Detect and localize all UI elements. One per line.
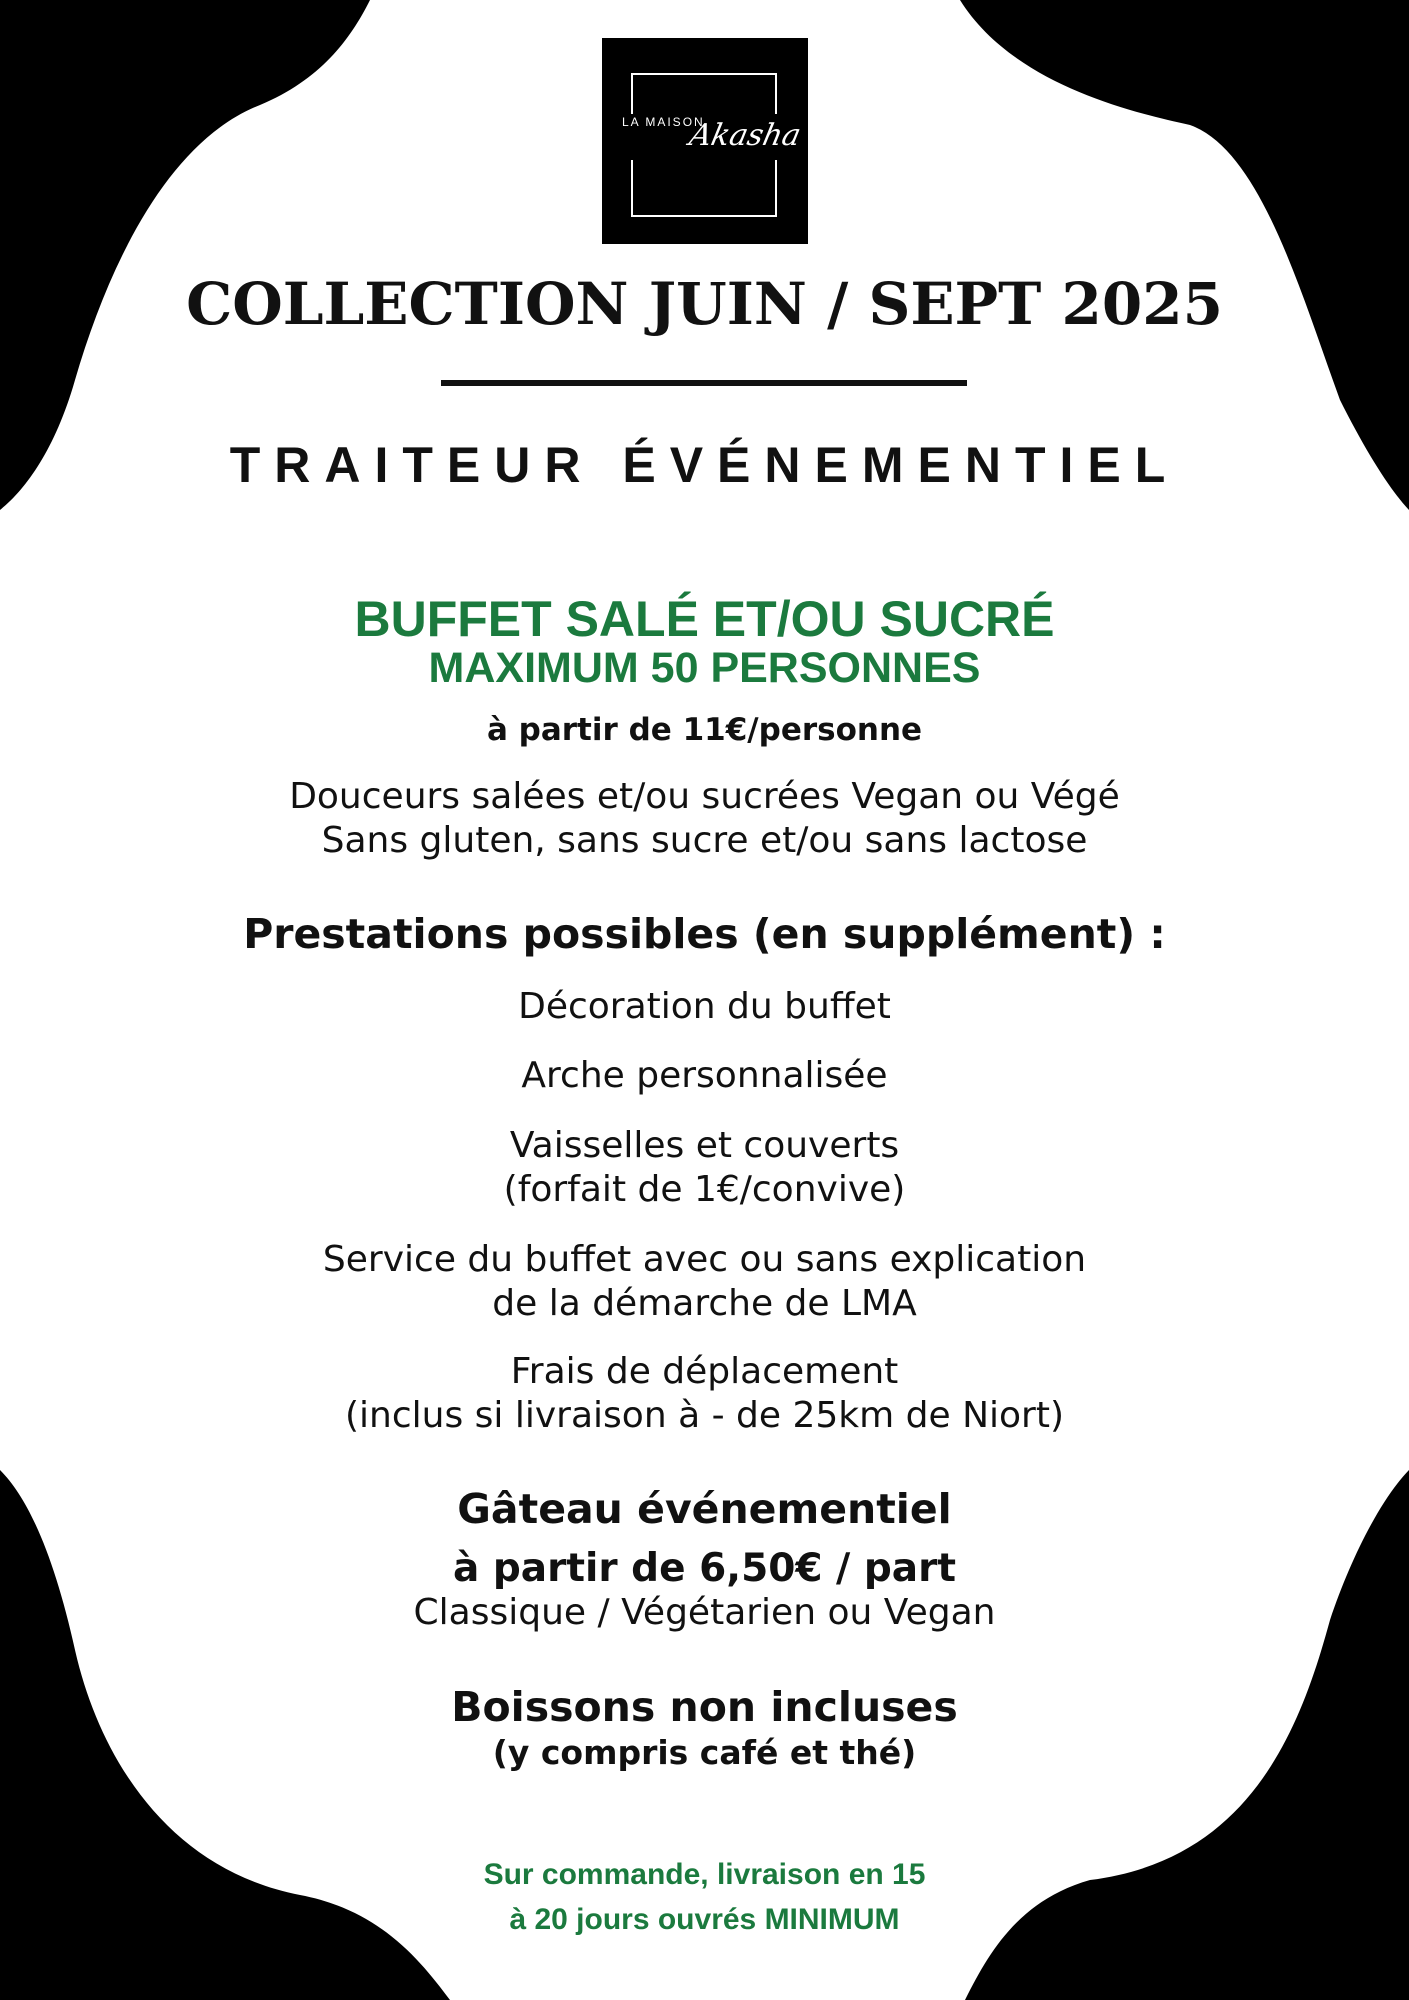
brand-logo <box>602 38 808 244</box>
logo-script-text: Akasha <box>686 118 805 153</box>
boissons-heading: Boissons non incluses <box>451 1683 958 1731</box>
buffet-capacity: MAXIMUM 50 PERSONNES <box>428 644 981 692</box>
prestation-item-note: de la démarche de LMA <box>492 1283 917 1324</box>
prestation-item: Service du buffet avec ou sans explication <box>322 1239 1087 1280</box>
prestation-item-note: (inclus si livraison à - de 25km de Niort) <box>345 1395 1064 1436</box>
page-subtitle: TRAITEUR ÉVÉNEMENTIEL <box>229 437 1180 493</box>
footer-note-line: à 20 jours ouvrés MINIMUM <box>509 1903 900 1936</box>
page-title: COLLECTION JUIN / SEPT 2025 <box>186 270 1223 338</box>
buffet-heading: BUFFET SALÉ ET/OU SUCRÉ <box>354 591 1055 647</box>
gateau-types: Classique / Végétarien ou Vegan <box>413 1592 996 1633</box>
buffet-price: à partir de 11€/personne <box>486 712 923 748</box>
prestation-item: Frais de déplacement <box>510 1351 899 1392</box>
prestation-item-note: (forfait de 1€/convive) <box>503 1169 906 1210</box>
buffet-description-line: Douceurs salées et/ou sucrées Vegan ou Végé <box>289 776 1120 817</box>
prestation-item: Vaisselles et couverts <box>509 1125 900 1166</box>
title-divider <box>441 380 967 386</box>
prestation-item: Arche personnalisée <box>521 1055 888 1096</box>
buffet-description-line: Sans gluten, sans sucre et/ou sans lactose <box>321 820 1088 861</box>
footer-note-line: Sur commande, livraison en 15 <box>483 1858 926 1891</box>
boissons-note: (y compris café et thé) <box>492 1733 917 1772</box>
prestations-heading: Prestations possibles (en supplément) : <box>243 910 1166 958</box>
gateau-heading: Gâteau événementiel <box>457 1485 952 1533</box>
gateau-price: à partir de 6,50€ / part <box>452 1546 956 1591</box>
prestation-item: Décoration du buffet <box>518 986 891 1027</box>
logo-small-text: LA MAISON <box>622 115 705 129</box>
